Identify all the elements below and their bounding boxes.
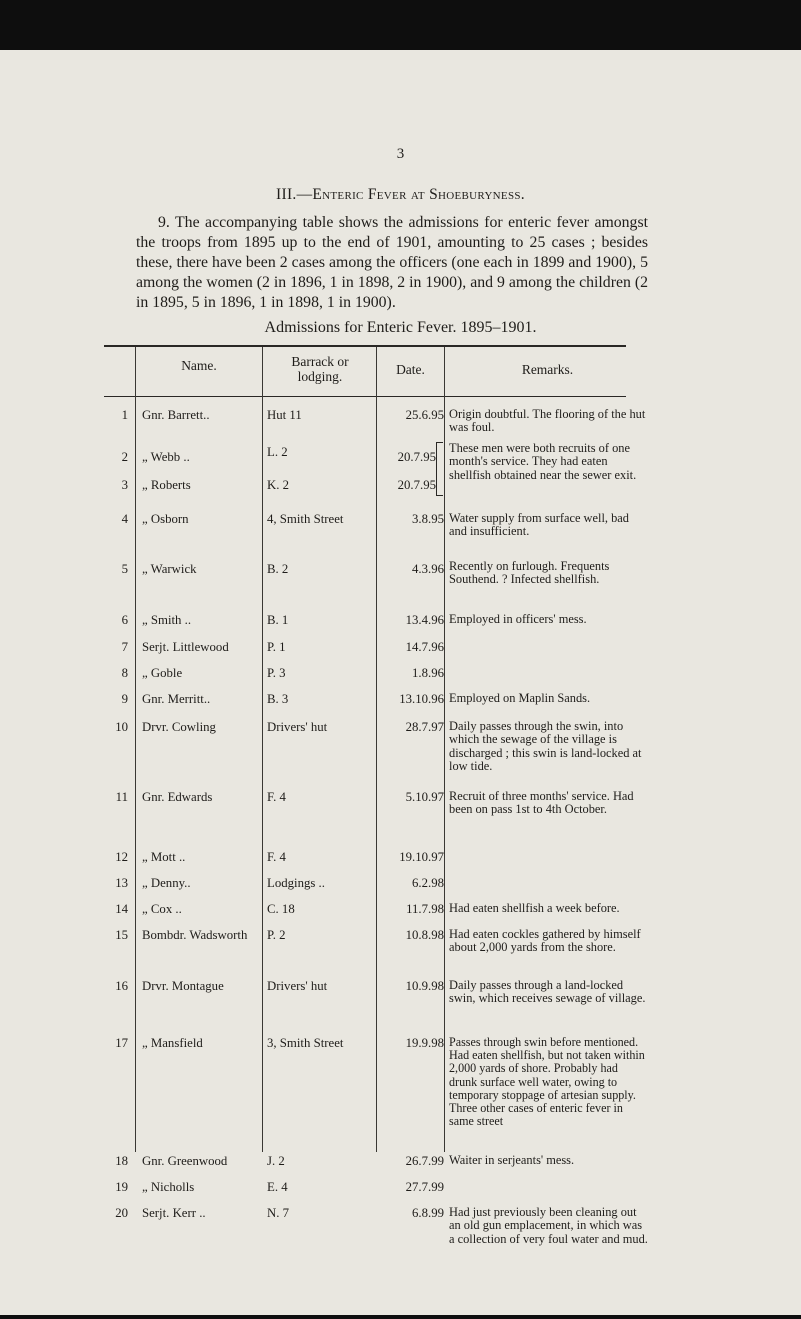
patient-name: „ Webb .. [142, 450, 190, 464]
remark: Daily passes through the swin, into which the sewage of the village is discharged ; this swin is land-locked at low tide. [449, 719, 642, 774]
page-number: 3 [396, 146, 405, 162]
patient-name: Bombdr. Wadsworth [142, 928, 248, 942]
patient-name: Serjt. Littlewood [142, 640, 229, 654]
row-number: 6 [121, 613, 128, 627]
patient-name: Gnr. Greenwood [142, 1154, 228, 1168]
table-caption: Admissions for Enteric Fever. 1895–1901. [264, 319, 537, 336]
admission-date: 14.7.96 [405, 640, 444, 654]
admission-date: 26.7.99 [405, 1154, 444, 1168]
row-number: 19 [115, 1180, 128, 1194]
admission-date: 10.8.98 [405, 928, 444, 942]
admission-date: 20.7.95 [397, 478, 436, 492]
admission-date: 5.10.97 [405, 790, 444, 804]
header-name: Name. [181, 358, 217, 373]
remark: Had eaten shellfish a week before. [449, 901, 620, 915]
row-number: 16 [115, 979, 128, 993]
lodging: Drivers' hut [267, 979, 328, 993]
remark: Water supply from surface well, bad and insufficient. [449, 511, 629, 539]
patient-name: Drvr. Cowling [142, 720, 216, 734]
admission-date: 19.10.97 [399, 850, 444, 864]
patient-name: „ Denny.. [142, 876, 191, 890]
remark: Had just previously been cleaning out an old gun emplacement, in which was a collection of very foul water and mud. [449, 1205, 648, 1246]
admission-date: 13.4.96 [405, 613, 444, 627]
patient-name: Gnr. Edwards [142, 790, 213, 804]
remark: Had eaten cockles gathered by himself about 2,000 yards from the shore. [449, 927, 641, 955]
row-number: 20 [115, 1206, 128, 1220]
lodging: Lodgings .. [267, 876, 325, 890]
lodging: Drivers' hut [267, 720, 328, 734]
remark: Daily passes through a land-locked swin, which receives sewage of village. [449, 978, 646, 1006]
admission-date: 6.2.98 [412, 876, 444, 890]
patient-name: „ Goble [142, 666, 183, 680]
lodging: 3, Smith Street [267, 1036, 344, 1050]
remark: Origin doubtful. The flooring of the hut was foul. [449, 407, 646, 435]
remark: Employed in officers' mess. [449, 612, 587, 626]
admission-date: 28.7.97 [405, 720, 444, 734]
lodging: C. 18 [267, 902, 295, 916]
remark: Recruit of three months' service. Had been on pass 1st to 4th October. [449, 789, 634, 817]
document-page [0, 50, 801, 1315]
row-number: 15 [115, 928, 128, 942]
row-number: 2 [121, 450, 128, 464]
remark: Passes through swin before mentioned. Had eaten shellfish, but not taken within 2,000 yards of shore. Probably had drunk surface well water, owing to temporary stoppage of artesian supply. Three other cases of enteric fever in same street [449, 1035, 645, 1129]
lodging: P. 3 [267, 666, 286, 680]
patient-name: „ Cox .. [142, 902, 182, 916]
lodging: B. 1 [267, 613, 289, 627]
patient-name: „ Warwick [142, 562, 197, 576]
row-number: 9 [121, 692, 128, 706]
section-heading-text: Enteric Fever at Shoeburyness. [312, 186, 525, 203]
lodging: F. 4 [267, 850, 286, 864]
lodging: F. 4 [267, 790, 286, 804]
admission-date: 6.8.99 [412, 1206, 444, 1220]
column-divider [262, 347, 263, 1152]
lodging: J. 2 [267, 1154, 285, 1168]
table-top-rule [104, 345, 626, 347]
lodging: 4, Smith Street [267, 512, 344, 526]
row-number: 5 [121, 562, 128, 576]
admission-date: 20.7.95 [397, 450, 436, 464]
lodging: B. 2 [267, 562, 289, 576]
patient-name: „ Smith .. [142, 613, 192, 627]
admission-date: 11.7.98 [406, 902, 444, 916]
lodging: K. 2 [267, 478, 290, 492]
patient-name: „ Roberts [142, 478, 191, 492]
row-number: 4 [121, 512, 128, 526]
row-number: 8 [121, 666, 128, 680]
row-number: 11 [115, 790, 128, 804]
grouping-brace [436, 442, 443, 496]
column-divider [376, 347, 377, 1152]
admission-date: 10.9.98 [405, 979, 444, 993]
lodging: B. 3 [267, 692, 289, 706]
row-number: 7 [121, 640, 128, 654]
patient-name: „ Nicholls [142, 1180, 195, 1194]
row-number: 14 [115, 902, 128, 916]
patient-name: „ Osborn [142, 512, 189, 526]
intro-paragraph: 9. The accompanying table shows the admissions for enteric fever amongst the troops from 1895 up to the end of 1901, amounting to 25 cases ; besides these, there have been 2 cases among the officers (one each in 1899 and 1900), 5 among the women (2 in 1896, 1 in 1898, 2 in 1900), and 9 among the children (2 in 1895, 5 in 1896, 1 in 1898, 1 in 1900). [136, 214, 648, 311]
table-header-rule [104, 396, 626, 397]
column-divider [444, 347, 445, 1152]
header-date: Date. [396, 362, 425, 377]
admission-date: 13.10.96 [399, 692, 444, 706]
admission-date: 3.8.95 [412, 512, 444, 526]
lodging: P. 2 [267, 928, 286, 942]
remark: Waiter in serjeants' mess. [449, 1153, 575, 1167]
row-number: 13 [115, 876, 128, 890]
patient-name: Serjt. Kerr .. [142, 1206, 206, 1220]
row-number: 17 [115, 1036, 128, 1050]
lodging: E. 4 [267, 1180, 288, 1194]
remark: Employed on Maplin Sands. [449, 691, 591, 705]
column-divider [135, 347, 136, 1152]
section-heading [0, 186, 801, 204]
row-number: 12 [115, 850, 128, 864]
patient-name: Gnr. Barrett.. [142, 408, 210, 422]
header-remarks: Remarks. [521, 362, 574, 377]
patient-name: Drvr. Montague [142, 979, 224, 993]
row-number: 18 [115, 1154, 128, 1168]
row-number: 10 [115, 720, 128, 734]
patient-name: „ Mansfield [142, 1036, 203, 1050]
row-number: 1 [121, 408, 128, 422]
lodging: Hut 11 [267, 408, 302, 422]
patient-name: „ Mott .. [142, 850, 186, 864]
admission-date: 27.7.99 [405, 1180, 444, 1194]
lodging: N. 7 [267, 1206, 290, 1220]
row-number: 3 [121, 478, 128, 492]
remark: Recently on furlough. Frequents Southend. ? Infected shellfish. [449, 559, 610, 587]
lodging: L. 2 [267, 445, 288, 459]
remark: These men were both recruits of one month's service. They had eaten shellfish obtained near the sewer exit. [449, 441, 637, 482]
lodging: P. 1 [267, 640, 286, 654]
admission-date: 19.9.98 [405, 1036, 444, 1050]
admission-date: 25.6.95 [405, 408, 444, 422]
patient-name: Gnr. Merritt.. [142, 692, 211, 706]
admission-date: 1.8.96 [412, 666, 444, 680]
section-heading-numeral: III.— [276, 186, 313, 203]
header-barrack: Barrack or lodging. [291, 354, 349, 384]
admission-date: 4.3.96 [412, 562, 444, 576]
